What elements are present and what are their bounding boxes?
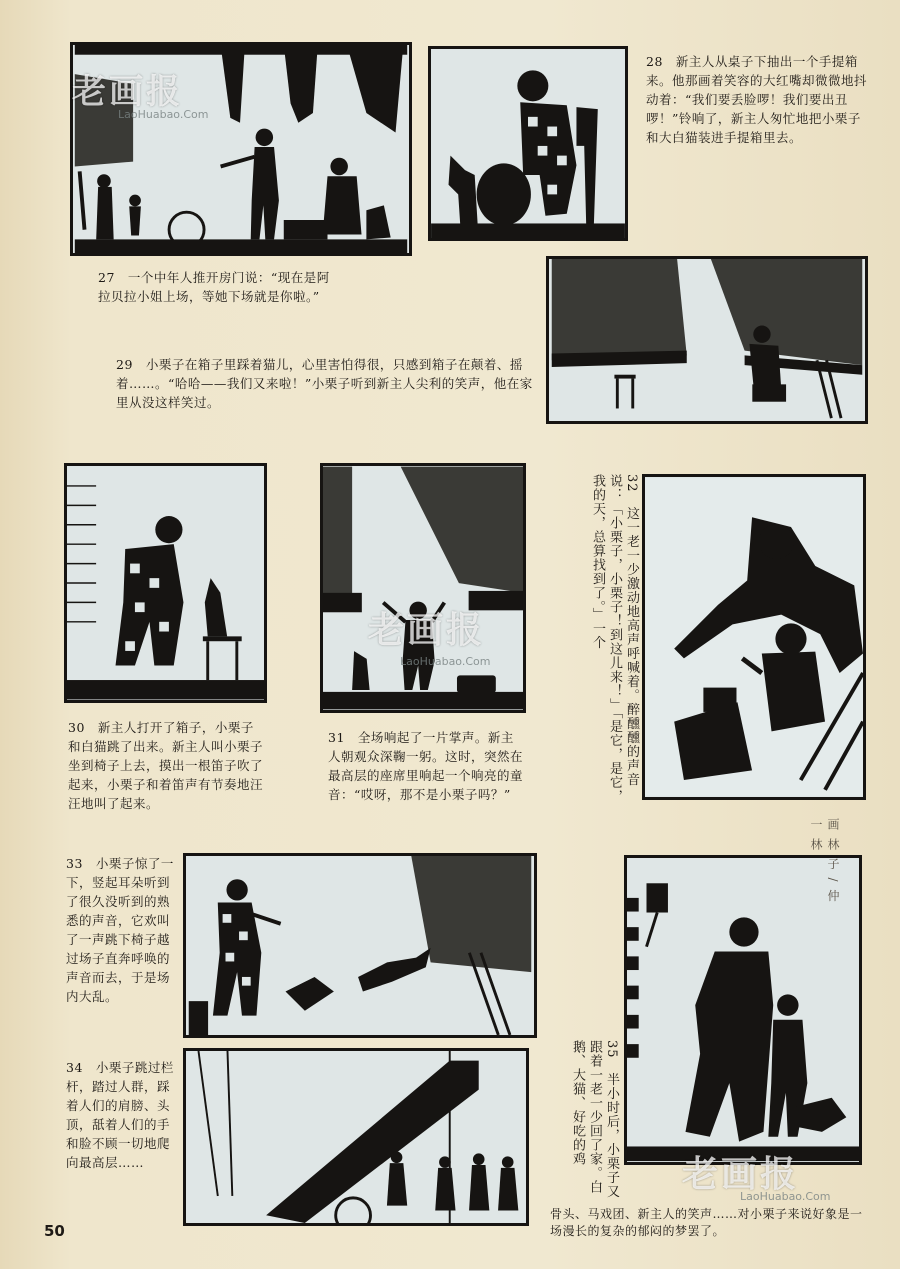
caption-34: 34 小栗子跳过栏杆，踏过人群，踩着人们的肩膀、头顶，舐着人们的手和脸不顾一切地爬向最高层……: [66, 1060, 174, 1170]
silhouette-crowd-illustration: [186, 1051, 526, 1223]
caption-35-vertical: 35 半小时后，小栗子又跟着一老一少回了家。白鹅、大猫、好吃的鸡: [570, 1040, 619, 1199]
panel-28-clown-suitcase: [428, 46, 628, 241]
panel-30-dog-on-chair: [64, 463, 267, 703]
caption-35-tail: 骨头、马戏团、新主人的笑声……对小栗子来说好象是一场漫长的复杂的郁闷的梦罢了。: [550, 1207, 863, 1238]
silhouette-dog-chair-illustration: [67, 466, 264, 700]
caption-27: 27 一个中年人推开房门说：“现在是阿拉贝拉小姐上场，等她下场就是你啦。”: [98, 270, 330, 304]
watermark-url-top: LaoHuabao.Com: [118, 108, 209, 121]
panel-31-applause: [320, 463, 526, 713]
silhouette-arena-illustration: [549, 259, 865, 421]
watermark-logo-top: 老画报: [72, 72, 183, 112]
caption-29: 29 小栗子在箱子里踩着猫儿，心里害怕得很，只感到箱子在颠着、摇着……。“哈哈——我们又来啦！”小栗子听到新主人尖利的笑声，他在家里从没这样笑过。: [116, 357, 533, 410]
caption-31: 31 全场响起了一片掌声。新主人朝观众深鞠一躬。这时，突然在最高层的座席里响起一个响亮的童音：“哎呀，那不是小栗子吗？”: [328, 730, 524, 802]
watermark-url-middle: LaoHuabao.Com: [400, 655, 491, 668]
page-number: 50: [44, 1222, 65, 1240]
panel-32-old-man-boy: [642, 474, 866, 800]
caption-32: 32 这一老一少激动地高声呼喊着。醉醺醺的声音说：「小栗子，小栗子！到这儿来！」「是它，是它，我的天，总算找到了。」一个: [590, 474, 639, 804]
panel-29-arena-entrance: [546, 256, 868, 424]
silhouette-clown-illustration: [431, 49, 625, 238]
watermark-logo-bottom: 老画报: [682, 1154, 800, 1195]
watermark-logo-middle: 老画报: [368, 610, 486, 651]
caption-30: 30 新主人打开了箱子，小栗子和白猫跳了出来。新主人叫小栗子坐到椅子上去，摸出一根笛子吹了起来，小栗子和着笛声有节奏地汪汪地叫了起来。: [68, 720, 264, 811]
artist-signature: 画 林 子 / 仲 一 林: [809, 818, 840, 904]
panel-34-climbing-crowd: [183, 1048, 529, 1226]
panel-33-dog-leaps: [183, 853, 537, 1038]
silhouette-leap-illustration: [186, 856, 534, 1035]
silhouette-applause-illustration: [323, 466, 523, 710]
watermark-url-bottom: LaoHuabao.Com: [740, 1190, 831, 1203]
caption-28: 28 新主人从桌子下抽出一个手提箱来。他那画着笑容的大红嘴却微微地抖动着：“我们要丢脸啰！我们要出丑啰！”铃响了，新主人匆忙地把小栗子和大白猫装进手提箱里去。: [646, 54, 868, 145]
caption-33: 33 小栗子惊了一下，竖起耳朵听到了很久没听到的熟悉的声音，它欢叫了一声跳下椅子越过场子直奔呼唤的声音而去，于是场内大乱。: [66, 856, 174, 1004]
silhouette-callers-illustration: [645, 477, 863, 797]
